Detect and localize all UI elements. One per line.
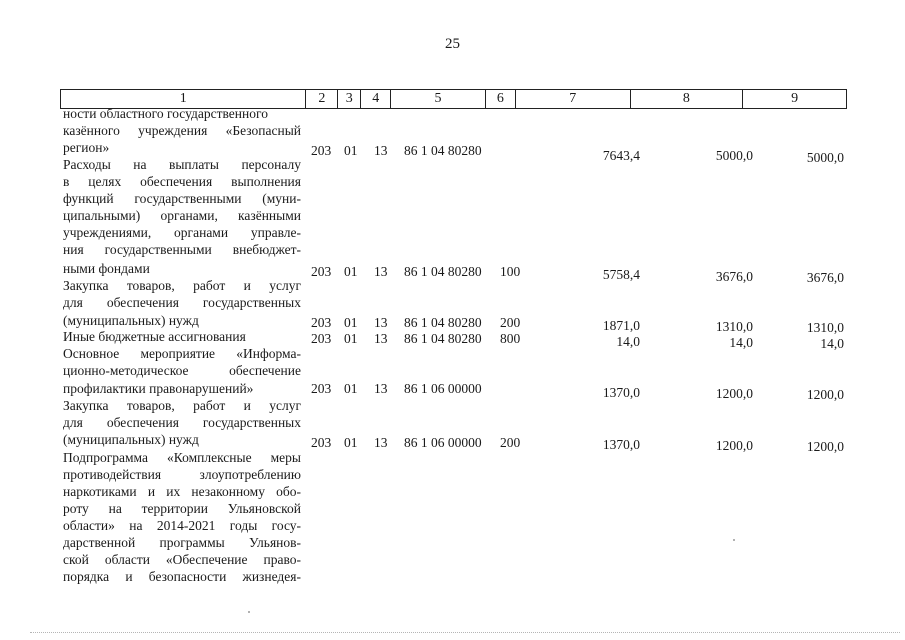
cell-target-article: 86 1 04 80280	[404, 264, 482, 279]
cell-expense-type: 200	[500, 435, 521, 450]
description-line: учреждениями, органами управле-	[63, 225, 301, 240]
description-line: регион»	[63, 140, 110, 155]
cell-expense-type: 100	[500, 264, 521, 279]
cell-subsection: 13	[374, 315, 388, 330]
cell-amount-col9: 1310,0	[806, 320, 844, 335]
cell-target-article: 86 1 04 80280	[404, 143, 482, 158]
header-col-8: 8	[631, 90, 744, 108]
description-line: Основное мероприятие «Информа-	[63, 346, 301, 361]
description-line: Иные бюджетные ассигнования	[63, 329, 246, 344]
cell-subsection: 13	[374, 331, 388, 346]
cell-amount-col8: 1200,0	[715, 438, 753, 453]
cell-amount-col8: 1310,0	[715, 319, 753, 334]
cell-admin-code: 203	[311, 315, 332, 330]
cell-admin-code: 203	[311, 331, 332, 346]
description-line: ской области «Обеспечение право-	[63, 552, 301, 567]
cell-amount-col8: 1200,0	[715, 386, 753, 401]
header-col-6: 6	[486, 90, 516, 108]
cell-section: 01	[344, 264, 358, 279]
cell-amount-col7: 14,0	[616, 334, 640, 349]
page-number: 25	[445, 36, 460, 52]
header-col-9: 9	[791, 91, 799, 106]
cell-amount-col9: 5000,0	[806, 150, 844, 165]
cell-target-article: 86 1 04 80280	[404, 315, 482, 330]
cell-amount-col9: 14,0	[820, 336, 844, 351]
header-col-7: 7	[516, 90, 631, 108]
cell-amount-col9: 1200,0	[806, 387, 844, 402]
cell-amount-col8: 5000,0	[715, 148, 753, 163]
description-line: ципальными) органами, казёнными	[63, 208, 301, 223]
scan-speck	[733, 539, 735, 541]
cell-amount-col7: 7643,4	[602, 148, 640, 163]
description-line: Закупка товаров, работ и услуг	[63, 398, 301, 413]
cell-subsection: 13	[374, 143, 388, 158]
description-line: порядка и безопасности жизнедея-	[63, 569, 301, 584]
description-line: противодействия злоупотреблению	[63, 467, 301, 482]
description-line: ционно-методическое обеспечение	[63, 363, 301, 378]
description-line: Закупка товаров, работ и услуг	[63, 278, 301, 293]
cell-amount-col7: 1370,0	[602, 437, 640, 452]
description-line: для обеспечения государственных	[63, 415, 301, 430]
header-col-3: 3	[338, 90, 361, 108]
cell-expense-type: 800	[500, 331, 521, 346]
cell-expense-type: 200	[500, 315, 521, 330]
cell-subsection: 13	[374, 435, 388, 450]
description-line: в целях обеспечения выполнения	[63, 174, 301, 189]
cell-section: 01	[344, 331, 358, 346]
header-col-5: 5	[391, 90, 486, 108]
cell-target-article: 86 1 06 00000	[404, 435, 482, 450]
cell-section: 01	[344, 435, 358, 450]
description-line: наркотиками и их незаконному обо-	[63, 484, 301, 499]
cell-amount-col9: 1200,0	[806, 439, 844, 454]
description-line: Подпрограмма «Комплексные меры	[63, 450, 301, 465]
scan-speck	[248, 611, 250, 613]
header-col-2: 2	[306, 90, 338, 108]
cell-admin-code: 203	[311, 435, 332, 450]
description-line: казённого учреждения «Безопасный	[63, 123, 301, 138]
description-line: области» на 2014-2021 годы госу-	[63, 518, 301, 533]
description-line: для обеспечения государственных	[63, 295, 301, 310]
description-line: (муниципальных) нужд	[63, 313, 199, 328]
cell-amount-col8: 3676,0	[715, 269, 753, 284]
header-col-1: 1	[61, 90, 306, 108]
description-line: роту на территории Ульяновской	[63, 501, 301, 516]
description-line: ными фондами	[63, 261, 150, 276]
cell-amount-col9: 3676,0	[806, 270, 844, 285]
cell-subsection: 13	[374, 381, 388, 396]
description-line: профилактики правонарушений»	[63, 381, 254, 396]
cell-amount-col7: 1370,0	[602, 385, 640, 400]
cell-amount-col7: 5758,4	[602, 267, 640, 282]
header-col-4: 4	[361, 90, 391, 108]
cell-subsection: 13	[374, 264, 388, 279]
cell-amount-col8: 14,0	[729, 335, 753, 350]
cell-section: 01	[344, 315, 358, 330]
description-line: ности областного государственного	[63, 106, 268, 121]
description-line: ния государственными внебюджет-	[63, 242, 301, 257]
description-line: (муниципальных) нужд	[63, 432, 199, 447]
scan-artifact-line	[30, 632, 900, 633]
description-line: Расходы на выплаты персоналу	[63, 157, 301, 172]
cell-admin-code: 203	[311, 381, 332, 396]
cell-admin-code: 203	[311, 143, 332, 158]
cell-section: 01	[344, 381, 358, 396]
cell-section: 01	[344, 143, 358, 158]
cell-admin-code: 203	[311, 264, 332, 279]
cell-target-article: 86 1 06 00000	[404, 381, 482, 396]
cell-amount-col7: 1871,0	[602, 318, 640, 333]
description-line: функций государственными (муни-	[63, 191, 301, 206]
description-line: дарственной программы Ульянов-	[63, 535, 301, 550]
cell-target-article: 86 1 04 80280	[404, 331, 482, 346]
